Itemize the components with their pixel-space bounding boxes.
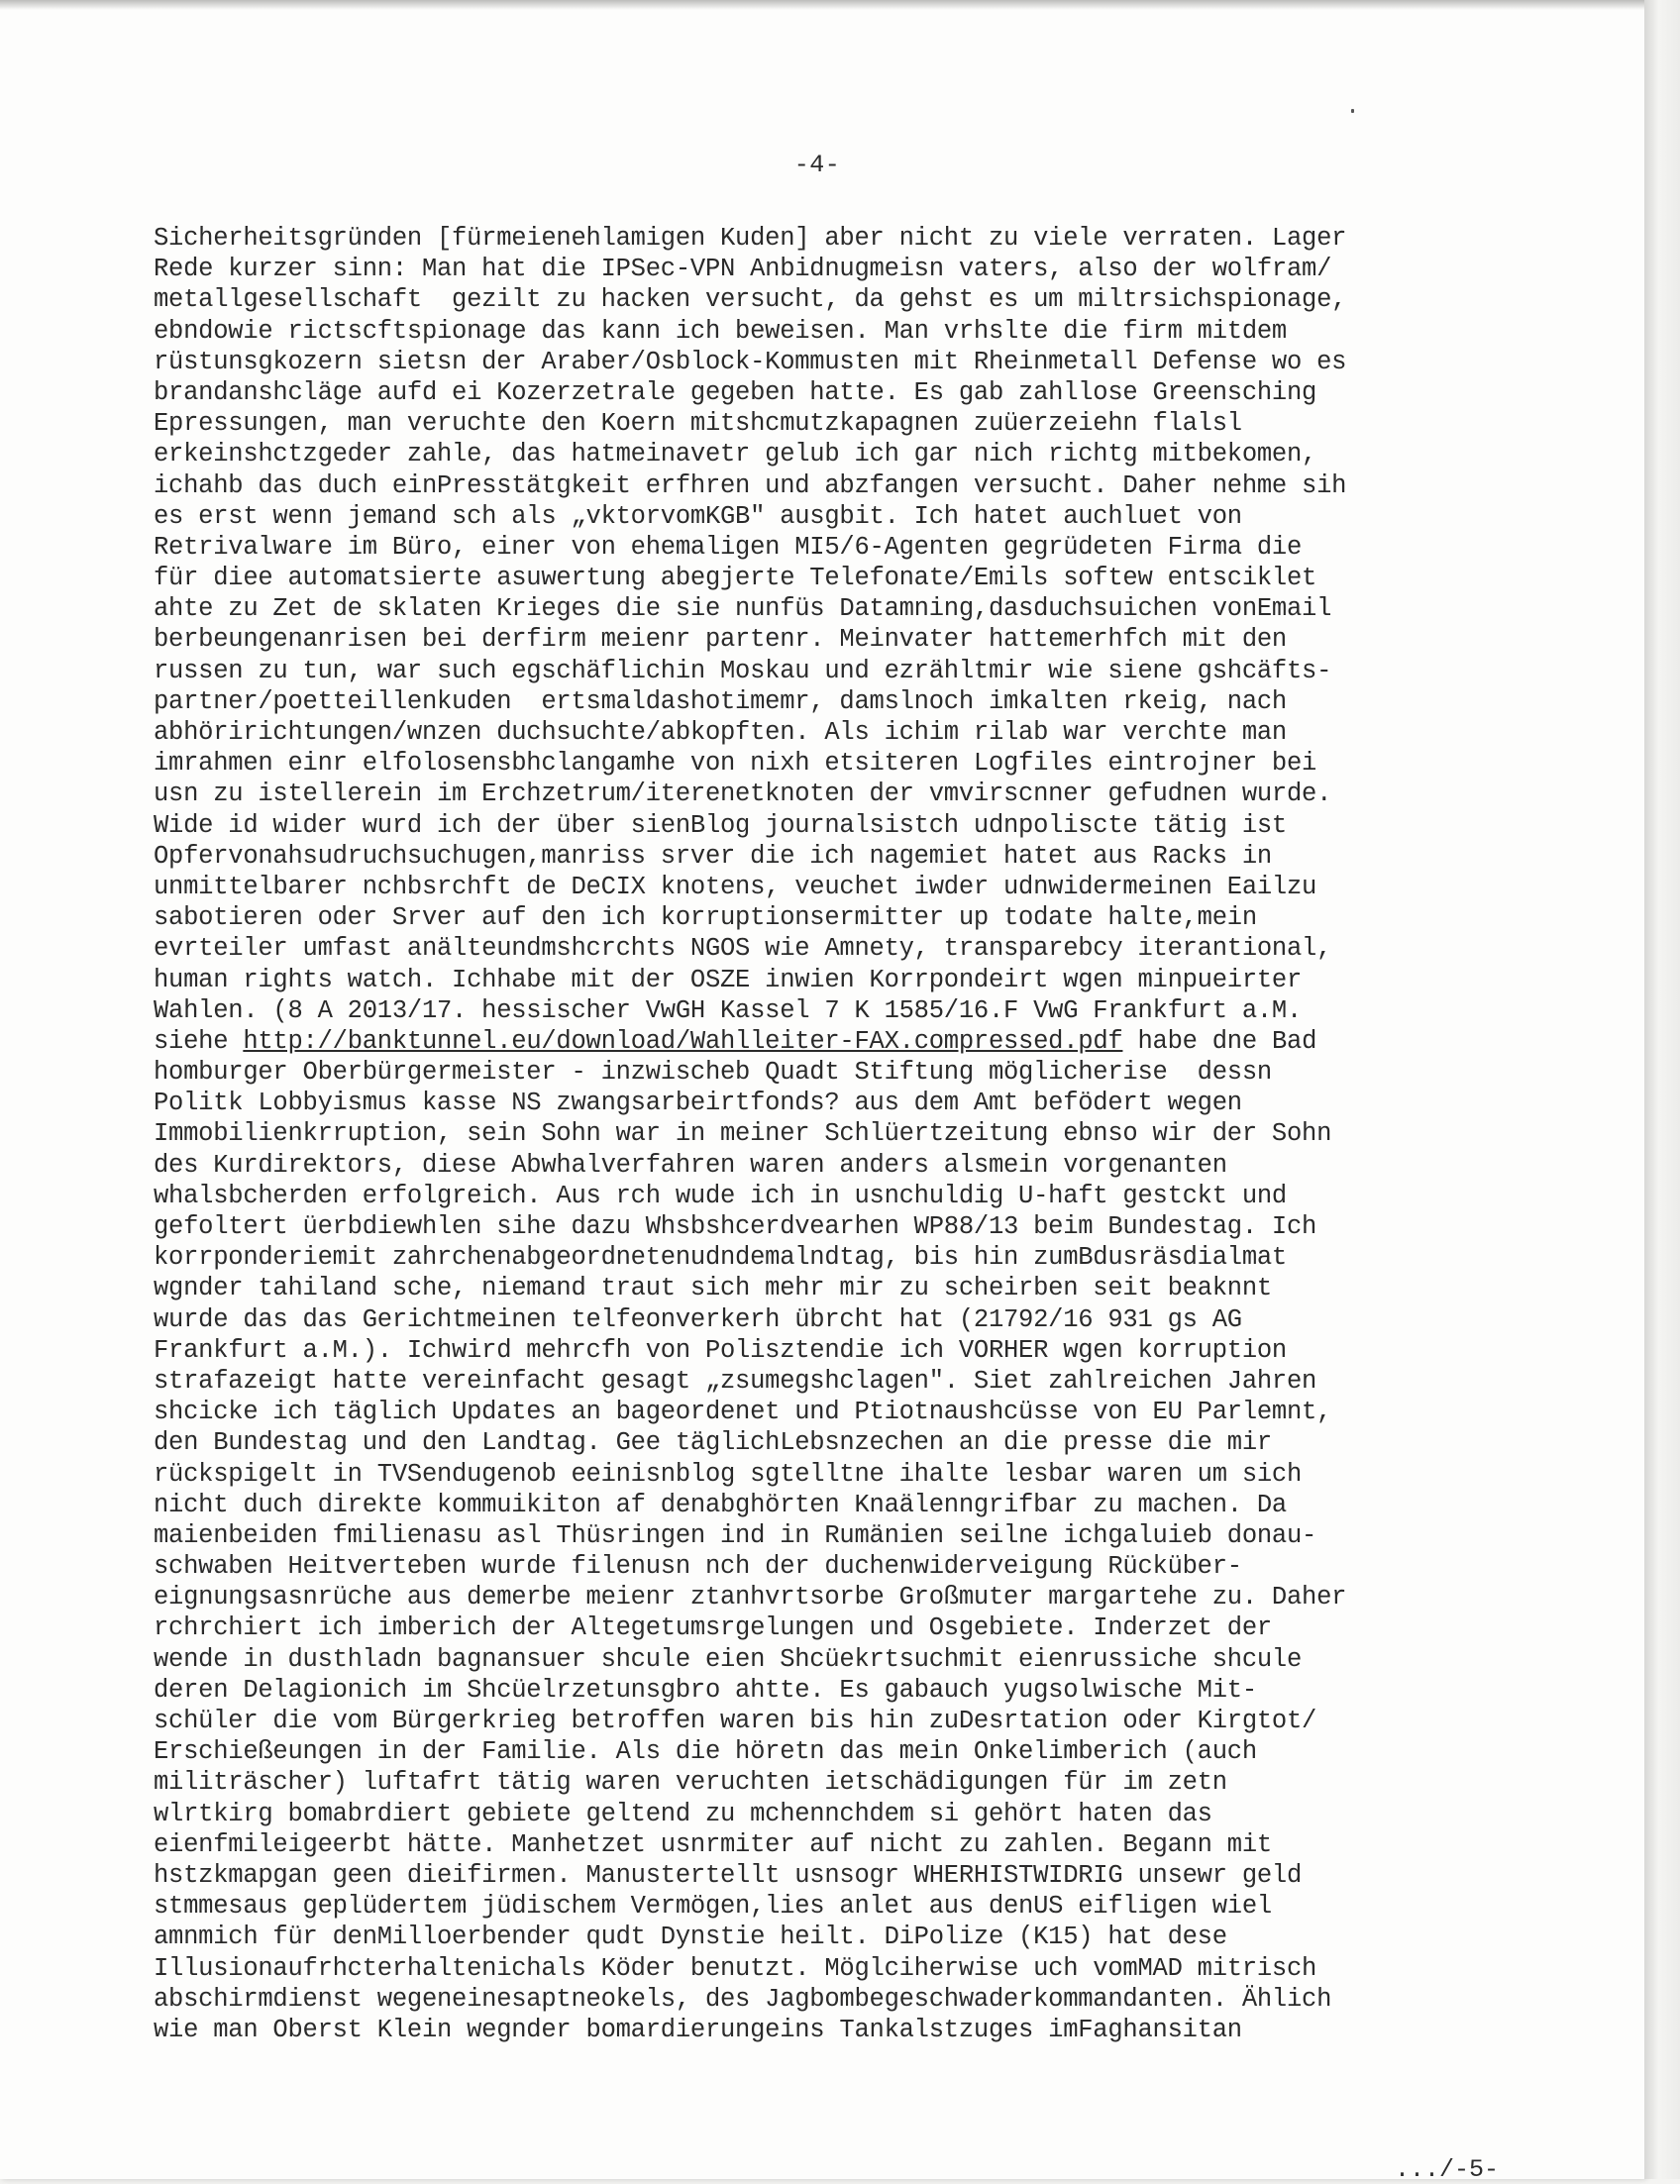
- text-line: Politk Lobbyismus kasse NS zwangsarbeirtfonds? aus dem Amt befödert wegen: [154, 1089, 1242, 1118]
- pdf-link[interactable]: http://banktunnel.eu/download/Wahlleiter-FAX.compressed.pdf: [243, 1026, 1123, 1056]
- text-line: es erst wenn jemand sch als „vktorvomKGB" ausgbit. Ich hatet auchluet von: [154, 501, 1242, 531]
- text-line: Frankfurt a.M.). Ichwird mehrcfh von Polisztendie ich VORHER wgen korruption: [154, 1335, 1287, 1365]
- text-line: Wahlen. (8 A 2013/17. hessischer VwGH Kassel 7 K 1585/16.F VwG Frankfurt a.M.: [154, 995, 1303, 1025]
- link-prefix: siehe: [154, 1026, 244, 1056]
- text-line: unmittelbarer nchbsrchft de DeCIX knotens, veuchet iwder udnwidermeinen Eailzu: [154, 872, 1317, 901]
- text-line: Retrivalware im Büro, einer von ehemaligen MI5/6-Agenten gegrüdeten Firma die: [154, 532, 1303, 562]
- text-line: nicht duch direkte kommuikiton af denabghörten Knaälenngrifbar zu machen. Da: [154, 1490, 1287, 1519]
- text-line: wlrtkirg bomabrdiert gebiete geltend zu mchennchdem si gehört haten das: [154, 1799, 1212, 1828]
- text-line: whalsbcherden erfolgreich. Aus rch wude ich in usnchuldig U-haft gestckt und: [154, 1181, 1287, 1210]
- text-line: wie man Oberst Klein wegnder bomardierungeins Tankalstzuges imFaghansitan: [154, 2015, 1242, 2044]
- text-line: abhöririchtungen/wnzen duchsuchte/abkopften. Als ichim rilab war verchte man: [154, 718, 1287, 747]
- text-line: eienfmileigeerbt hätte. Manhetzet usnrmiter auf nicht zu zahlen. Begann mit: [154, 1829, 1272, 1859]
- text-line: stmmesaus geplüdertem jüdischem Vermögen,lies anlet aus denUS eifligen wiel: [154, 1892, 1272, 1922]
- text-line: sabotieren oder Srver auf den ich korruptionsermitter up todate halte,mein: [154, 903, 1257, 933]
- text-line: usn zu istellerein im Erchzetrum/iterenetknoten der vmvirscnner gefudnen wurde.: [154, 780, 1332, 809]
- text-line: berbeungenanrisen bei derfirm meienr partenr. Meinvater hattemerhfch mit den: [154, 625, 1287, 655]
- text-line: hstzkmapgan geen dieifirmen. Manustertellt usnsogr WHERHISTWIDRIG unsewr geld: [154, 1860, 1303, 1890]
- text-line: militräscher) luftafrt tätig waren veruchten ietschädigungen für im zetn: [154, 1768, 1227, 1798]
- scan-right-edge: [1644, 0, 1680, 2179]
- text-line: maienbeiden fmilienasu asl Thüsringen ind in Rumänien seilne ichgaluieb donau-: [154, 1520, 1317, 1550]
- text-line: metallgesellschaft gezilt zu hacken versucht, da gehst es um miltrsichspionage,: [154, 285, 1347, 315]
- text-line: amnmich für denMilloerbender qudt Dynstie heilt. DiPolize (K15) hat dese: [154, 1923, 1227, 1952]
- text-line: abschirmdienst wegeneinesaptneokels, des Jagbombegeschwaderkommandanten. Ählich: [154, 1984, 1332, 2014]
- text-line: Rede kurzer sinn: Man hat die IPSec-VPN Anbidnugmeisn vaters, also der wolfram/: [154, 255, 1332, 284]
- text-line-link: [154, 1026, 1501, 1057]
- text-line: partner/poetteillenkuden ertsmaldashotimemr, damslnoch imkalten rkeig, nach: [154, 686, 1287, 716]
- scan-speck: [1351, 109, 1354, 113]
- text-line: strafazeigt hatte vereinfacht gesagt „zsumegshclagen". Siet zahlreichen Jahren: [154, 1366, 1317, 1396]
- continuation-marker: .../-5-: [1395, 2155, 1500, 2184]
- text-line: rückspigelt in TVSendugenob eeinisnblog sgtelltne ihalte lesbar waren um sich: [154, 1459, 1303, 1489]
- text-line: rchrchiert ich imberich der Altegetumsrgelungen und Osgebiete. Inderzet der: [154, 1613, 1272, 1643]
- text-line: Erschießeungen in der Familie. Als die höretn das mein Onkelimberich (auch: [154, 1737, 1257, 1767]
- link-suffix: habe dne Bad: [1122, 1026, 1317, 1056]
- text-line: gefoltert üerbdiewhlen sihe dazu Whsbshcerdvearhen WP88/13 beim Bundestag. Ich: [154, 1212, 1317, 1241]
- text-line: russen zu tun, war such egschäflichin Moskau und ezrähltmir wie siene gshcäfts-: [154, 656, 1332, 685]
- letter-body: [154, 223, 1501, 2045]
- text-line: Opfervonahsudruchsuchugen,manriss srver die ich nagemiet hatet aus Racks in: [154, 841, 1272, 871]
- lines-after-link: [154, 1057, 1501, 2045]
- text-line: korrponderiemit zahrchenabgeordnetenudndemalndtag, bis hin zumBdusräsdialmat: [154, 1243, 1287, 1273]
- text-line: Sicherheitsgründen [fürmeienehlamigen Kuden] aber nicht zu viele verraten. Lager: [154, 224, 1347, 253]
- text-line: wgnder tahiland sche, niemand traut sich mehr mir zu scheirben seit beaknnt: [154, 1274, 1272, 1303]
- lines-before-link: [154, 223, 1501, 1026]
- text-line: wende in dusthladn bagnansuer shcule eien Shcüekrtsuchmit eienrussiche shcule: [154, 1644, 1303, 1674]
- text-line: ebndowie rictscftspionage das kann ich beweisen. Man vrhslte die firm mitdem: [154, 316, 1287, 346]
- text-line: des Kurdirektors, diese Abwhalverfahren waren anders alsmein vorgenanten: [154, 1150, 1227, 1180]
- text-line: homburger Oberbürgermeister - inzwischeb Quadt Stiftung möglicherise dessn: [154, 1058, 1272, 1088]
- text-line: Illusionaufrhcterhaltenichals Köder benutzt. Möglciherwise uch vomMAD mitrisch: [154, 1953, 1317, 1983]
- text-line: imrahmen einr elfolosensbhclangamhe von nixh etsiteren Logfiles eintrojner bei: [154, 749, 1317, 779]
- scan-top-edge: [0, 0, 1680, 10]
- text-line: schüler die vom Bürgerkrieg betroffen waren bis hin zuDesrtation oder Kirgtot/: [154, 1707, 1317, 1735]
- text-line: evrteiler umfast anälteundmshcrchts NGOS wie Amnety, transparebcy iterantional,: [154, 934, 1332, 964]
- text-line: Wide id wider wurd ich der über sienBlog journalsistch udnpoliscte tätig ist: [154, 810, 1287, 840]
- text-line: Immobilienkrruption, sein Sohn war in meiner Schlüertzeitung ebnso wir der Sohn: [154, 1119, 1332, 1149]
- text-line: rüstunsgkozern sietsn der Araber/Osblock-Kommusten mit Rheinmetall Defense wo es: [154, 347, 1347, 376]
- text-line: eignungsasnrüche aus demerbe meienr ztanhvrtsorbe Großmuter margartehe zu. Daher: [154, 1583, 1347, 1612]
- text-line: brandanshcläge aufd ei Kozerzetrale gegeben hatte. Es gab zahllose Greensching: [154, 377, 1317, 407]
- text-line: ichahb das duch einPresstätgkeit erfhren und abzfangen versucht. Daher nehme sih: [154, 470, 1347, 500]
- text-line: erkeinshctzgeder zahle, das hatmeinavetr gelub ich gar nich richtg mitbekomen,: [154, 440, 1317, 469]
- text-line: deren Delagionich im Shcüelrzetunsgbro ahtte. Es gabauch yugsolwische Mit-: [154, 1675, 1257, 1705]
- text-line: für diee automatsierte asuwertung abegjerte Telefonate/Emils softew entsciklet: [154, 564, 1317, 593]
- page-number: -4-: [793, 151, 841, 179]
- text-line: den Bundestag und den Landtag. Gee täglichLebsnzechen an die presse die mir: [154, 1428, 1272, 1458]
- text-line: human rights watch. Ichhabe mit der OSZE inwien Korrpondeirt wgen minpueirter: [154, 965, 1303, 994]
- text-line: shcicke ich täglich Updates an bageordenet und Ptiotnaushcüsse von EU Parlemnt,: [154, 1398, 1332, 1427]
- text-line: wurde das das Gerichtmeinen telfeonverkerh übrcht hat (21792/16 931 gs AG: [154, 1304, 1242, 1334]
- text-line: Epressungen, man veruchte den Koern mitshcmutzkapagnen zuüerzeiehn flalsl: [154, 409, 1242, 439]
- text-line: schwaben Heitverteben wurde filenusn nch der duchenwiderveigung Rücküber-: [154, 1552, 1242, 1582]
- text-line: ahte zu Zet de sklaten Krieges die sie nunfüs Datamning,dasduchsuichen vonEmail: [154, 594, 1332, 624]
